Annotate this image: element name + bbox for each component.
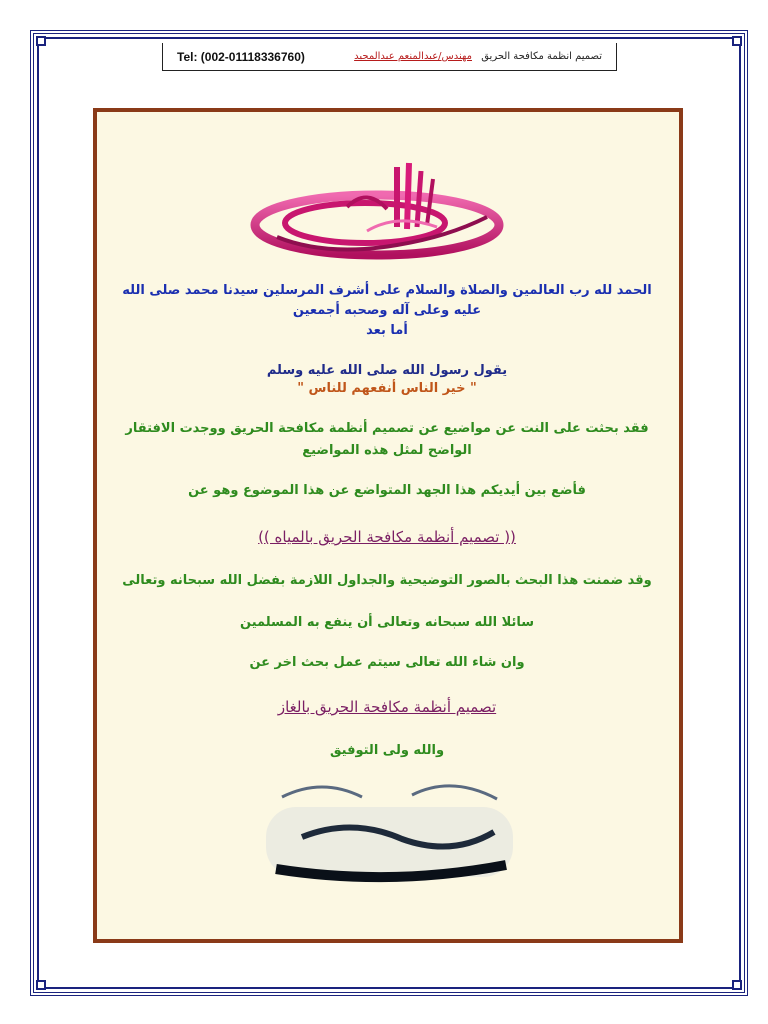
paragraph-1-line-1: فقد بحثت على النت عن مواضيع عن تصميم أنظمة مكافحة الحريق ووجدت الافتقار [125, 421, 649, 436]
closing-line: والله ولى التوفيق [329, 743, 445, 758]
corner-ornament [732, 980, 742, 990]
corner-ornament [732, 36, 742, 46]
corner-ornament [36, 980, 46, 990]
header-phone: Tel: (002-01118336760) [177, 49, 305, 64]
paragraph-1-line-2: الواضح لمثل هذه المواضيع [302, 443, 472, 458]
topic-water-systems: (( تصميم أنظمة مكافحة الحريق بالمياه )) [258, 528, 516, 546]
content-frame [93, 108, 683, 943]
hadith-text: " خير الناس أنفعهم للناس " [297, 381, 477, 396]
corner-ornament [36, 36, 46, 46]
paragraph-3: وقد ضمنت هذا البحث بالصور التوضيحية والجداول اللازمة بفضل الله سبحانه وتعالى [122, 573, 652, 588]
hadith-intro: يقول رسول الله صلى الله عليه وسلم [266, 363, 508, 378]
paragraph-4: سائلا الله سبحانه وتعالى أن ينفع به المسلمين [240, 615, 534, 630]
intro-line-3: أما بعد [366, 323, 408, 338]
shahada-calligraphy-logo [262, 777, 517, 887]
basmala-calligraphy-logo [247, 157, 507, 267]
header-title: تصميم انظمة مكافحة الحريق [481, 51, 602, 62]
page-header [162, 43, 617, 71]
paragraph-2: فأضع بين أيديكم هذا الجهد المتواضع عن هذا الموضوع وهو عن [188, 483, 586, 498]
paragraph-5: وان شاء الله تعالى سيتم عمل بحث اخر عن [249, 655, 525, 670]
header-engineer: مهندس/عبدالمنعم عبدالمجيد [354, 51, 472, 62]
intro-line-2: عليه وعلى آله وصحبه أجمعين [292, 303, 482, 318]
topic-gas-systems: تصميم أنظمة مكافحة الحريق بالغاز [277, 698, 497, 716]
intro-line-1: الحمد لله رب العالمين والصلاة والسلام على أشرف المرسلين سيدنا محمد صلى الله [122, 283, 652, 298]
